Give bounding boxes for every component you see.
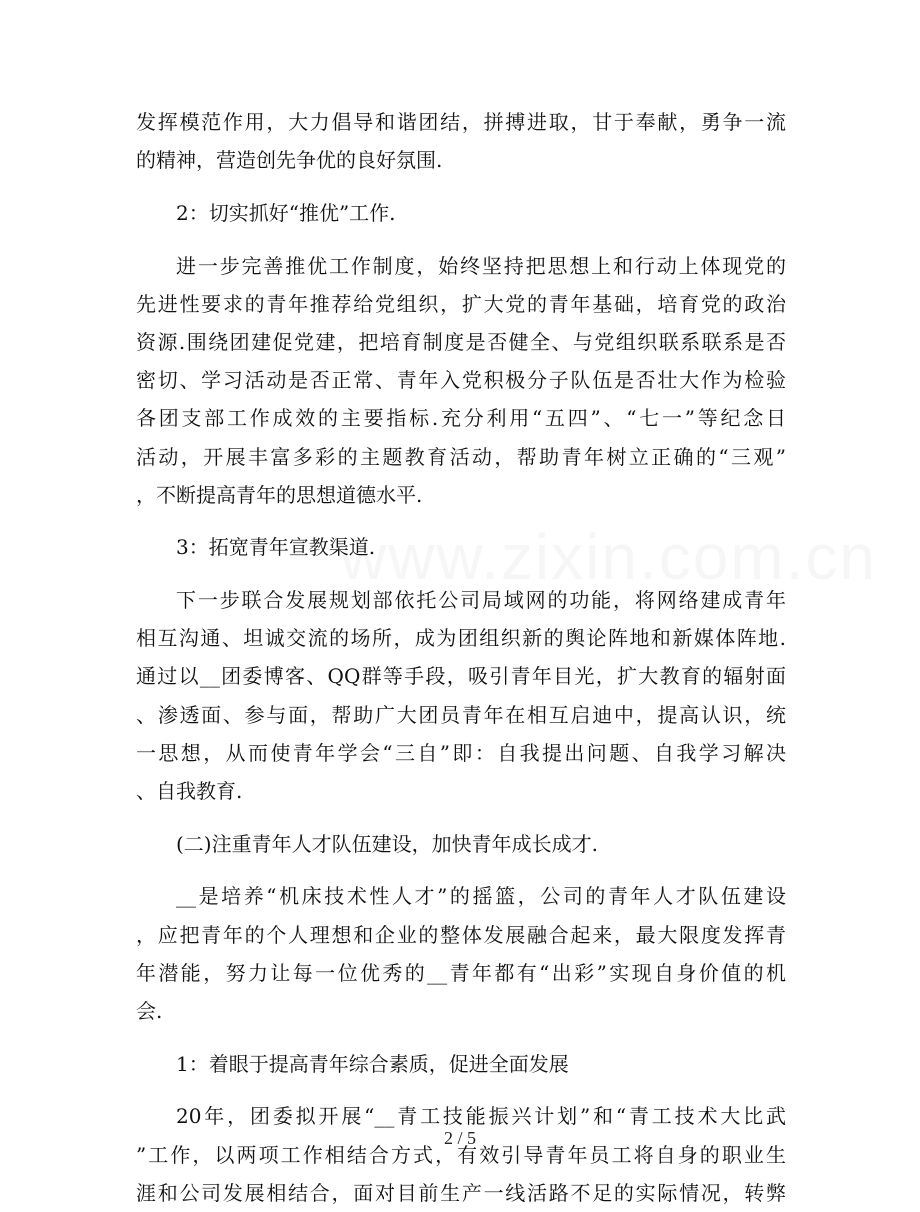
section-heading: (二)注重青年人才队伍建设，加快青年成长成才.: [176, 831, 598, 856]
text-line: 先进性要求的青年推荐给党组织，扩大党的青年基础，培育党的政治: [136, 291, 786, 316]
text-line: ，应把青年的个人理想和企业的整体发展融合起来，最大限度发挥青: [136, 922, 786, 947]
paragraph-heading-2: [136, 194, 786, 232]
page-number: 2 / 5: [443, 1128, 476, 1148]
text-line: 、渗透面、参与面，帮助广大团员青年在相互启迪中，提高认识，统: [136, 702, 786, 727]
paragraph-heading-er: [136, 825, 786, 863]
text-line: __是培养“机床技术性人才”的摇篮，公司的青年人才队伍建设: [176, 884, 786, 909]
text-line: 活动，开展丰富多彩的主题教育活动，帮助青年树立正确的“三观”: [136, 444, 786, 469]
text-line: 、自我教育.: [136, 779, 243, 803]
text-line: ”工作，以两项工作相结合方式，有效引导青年员工将自身的职业生: [136, 1142, 786, 1167]
paragraph-heading-1: [136, 1045, 786, 1083]
text-line: 年潜能，努力让每一位优秀的__青年都有“出彩”实现自身价值的机: [136, 960, 786, 985]
text-line: 发挥模范作用，大力倡导和谐团结，拼搏进取，甘于奉献，勇争一流: [136, 110, 786, 134]
document-body: [136, 103, 786, 1212]
paragraph-1: [136, 103, 786, 179]
text-line: 密切、学习活动是否正常、青年入党积极分子队伍是否壮大作为检验: [136, 368, 786, 393]
paragraph-9: [136, 1097, 786, 1212]
paragraph-7: [136, 877, 786, 1030]
paragraph-3: [136, 247, 786, 514]
text-line: 通过以__团委博客、QQ群等手段，吸引青年目光，扩大教育的辐射面: [136, 664, 786, 689]
text-line: 涯和公司发展相结合，面对目前生产一线活路不足的实际情况，转弊: [136, 1180, 786, 1205]
text-line: 一思想，从而使青年学会“三自”即：自我提出问题、自我学习解决: [136, 740, 786, 765]
paragraph-heading-3: [136, 528, 786, 566]
section-heading: 2：切实抓好“推优”工作.: [176, 200, 396, 225]
text-line: 进一步完善推优工作制度，始终坚持把思想上和行动上体现党的: [176, 253, 786, 278]
paragraph-5: [136, 581, 786, 810]
text-line: 的精神，营造创先争优的良好氛围.: [136, 148, 443, 173]
text-line: 下一步联合发展规划部依托公司局域网的功能，将网络建成青年: [176, 588, 786, 613]
section-heading: 3：拓宽青年宣教渠道.: [176, 535, 376, 560]
text-line: 各团支部工作成效的主要指标.充分利用“五四”、“七一”等纪念日: [136, 406, 786, 431]
section-heading: 1：着眼于提高青年综合素质，促进全面发展: [176, 1051, 569, 1076]
watermark: www.zixin.com.cn: [340, 521, 877, 593]
text-line: 资源.围绕团建促党建，把培育制度是否健全、与党组织联系联系是否: [136, 329, 786, 354]
text-line: ，不断提高青年的思想道德水平.: [136, 482, 423, 507]
text-line: 会.: [136, 998, 163, 1023]
text-line: 相互沟通、坦诚交流的场所，成为团组织新的舆论阵地和新媒体阵地.: [136, 626, 786, 651]
text-line: 20年，团委拟开展“__青工技能振兴计划”和“青工技术大比武: [176, 1104, 786, 1129]
